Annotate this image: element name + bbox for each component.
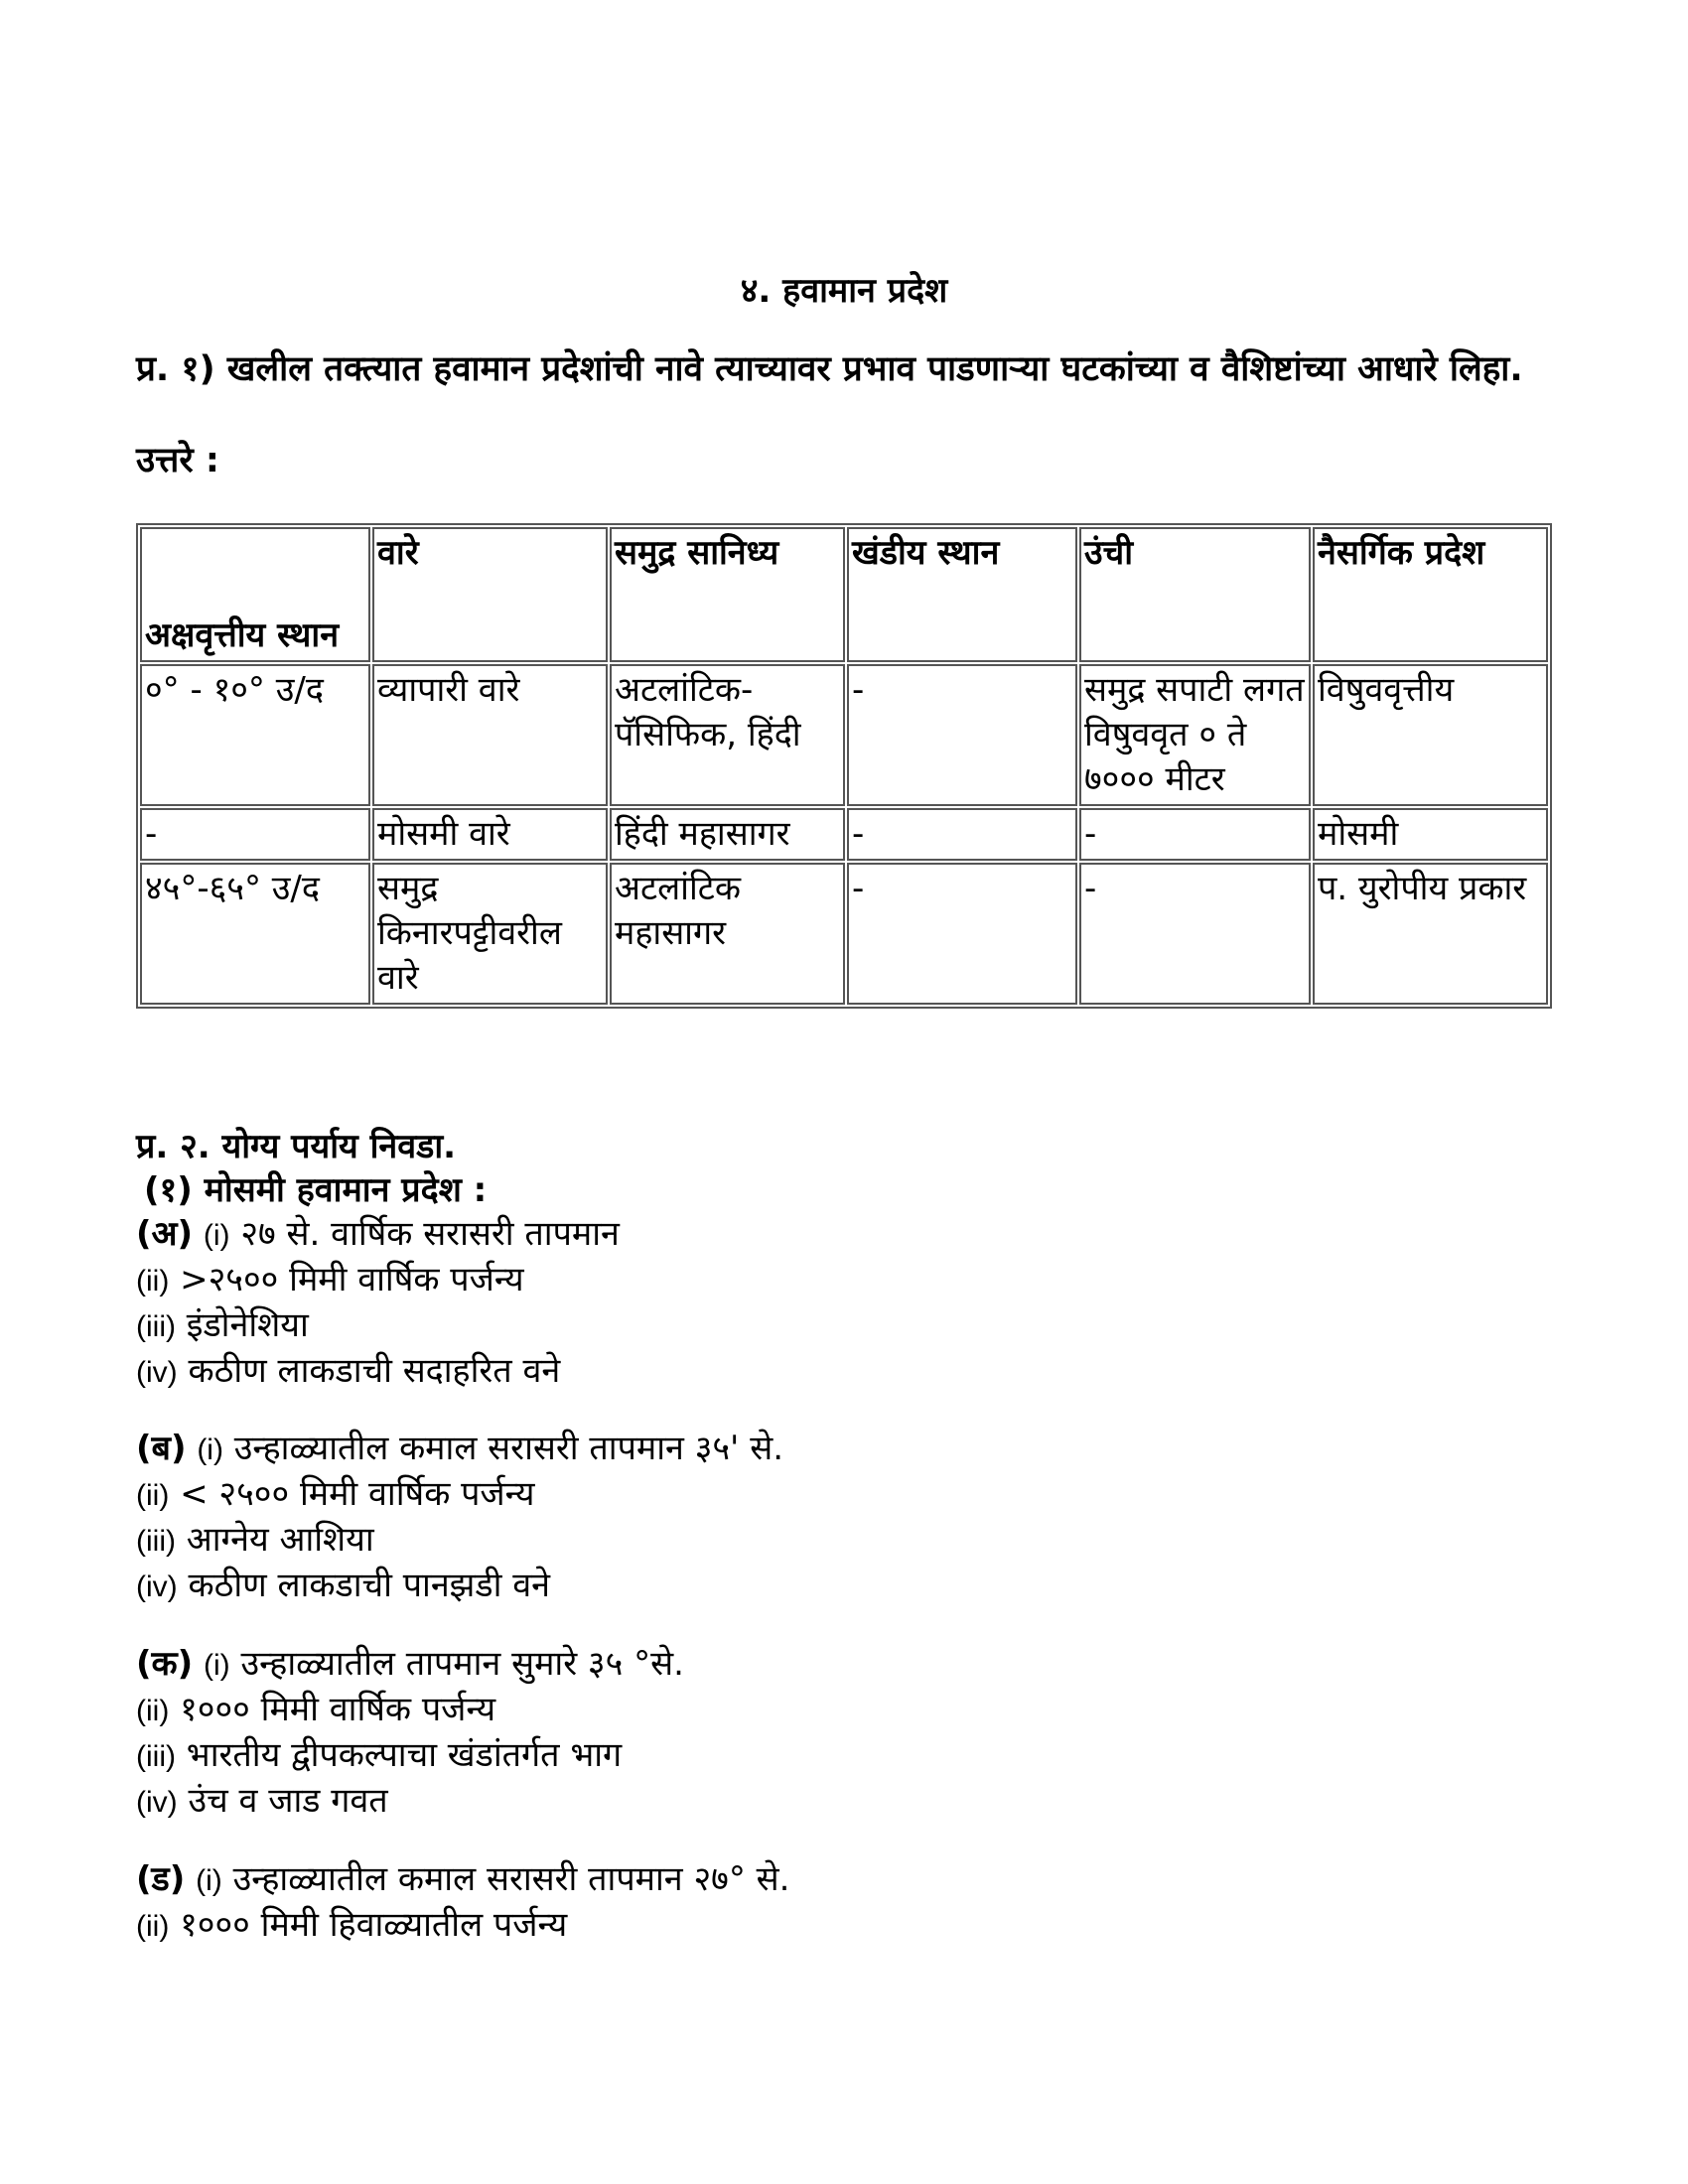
item-number: (ii) <box>136 1695 170 1727</box>
table-cell: प. युरोपीय प्रकार <box>1313 863 1548 1005</box>
table-cell: - <box>1079 863 1311 1005</box>
item-text: कठीण लाकडाची सदाहरित वने <box>188 1351 561 1391</box>
option-b <box>136 1427 1556 1609</box>
item-text: इंडोनेशिया <box>186 1305 309 1345</box>
item-text: १००० मिमी हिवाळ्यातील पर्जन्य <box>180 1905 568 1945</box>
option-letter: (अ) <box>136 1214 194 1254</box>
header-natural-region: नैसर्गिक प्रदेश <box>1313 527 1548 662</box>
table-cell: - <box>847 863 1077 1005</box>
item-number: (iv) <box>136 1786 178 1819</box>
header-latitude: अक्षवृत्तीय स्थान <box>140 527 370 662</box>
table-cell: विषुववृत्तीय <box>1313 664 1548 806</box>
option-d <box>136 1857 1556 1949</box>
option-line <box>136 1733 1556 1779</box>
item-number: (ii) <box>136 1910 170 1943</box>
option-line <box>136 1349 1556 1395</box>
item-text: < २५०० मिमी वार्षिक पर्जन्य <box>180 1474 535 1514</box>
header-winds: वारे <box>372 527 608 662</box>
table-row <box>140 863 1548 1005</box>
item-number: (ii) <box>136 1479 170 1512</box>
item-number: (iii) <box>136 1310 176 1343</box>
table-header-row <box>140 527 1548 662</box>
option-a <box>136 1212 1556 1395</box>
table-cell: - <box>847 808 1077 861</box>
item-number: (iv) <box>136 1356 178 1389</box>
item-text: भारतीय द्वीपकल्पाचा खंडांतर्गत भाग <box>186 1735 623 1775</box>
option-line <box>136 1518 1556 1564</box>
table-cell: अटलांटिक- पॅसिफिक, हिंदी <box>610 664 845 806</box>
table-cell: - <box>847 664 1077 806</box>
table-cell: - <box>1079 808 1311 861</box>
option-line <box>136 1472 1556 1518</box>
header-continental-location: खंडीय स्थान <box>847 527 1077 662</box>
item-text: २७ से. वार्षिक सरासरी तापमान <box>240 1214 620 1254</box>
question-1: प्र. १) खलील तक्त्यात हवामान प्रदेशांची नावे त्याच्यावर प्रभाव पाडणाऱ्या घटकांच्या व वैशिष्टांच्या आधारे लिहा. <box>136 349 1523 389</box>
item-number: (ii) <box>136 1265 170 1297</box>
option-line <box>136 1857 1556 1903</box>
table-cell: मोसमी वारे <box>372 808 608 861</box>
header-ocean-proximity: समुद्र सानिध्य <box>610 527 845 662</box>
item-text: उन्हाळ्यातील कमाल सरासरी तापमान २७° से. <box>232 1859 790 1899</box>
table-cell: - <box>140 808 370 861</box>
table-cell: ०° - १०° उ/द <box>140 664 370 806</box>
item-text: >२५०० मिमी वार्षिक पर्जन्य <box>180 1260 524 1299</box>
table-cell: मोसमी <box>1313 808 1548 861</box>
answer-label: उत्तरे : <box>136 441 219 480</box>
option-line <box>136 1427 1556 1472</box>
option-line <box>136 1303 1556 1349</box>
option-line <box>136 1688 1556 1733</box>
item-text: १००० मिमी वार्षिक पर्जन्य <box>180 1690 496 1729</box>
option-line <box>136 1564 1556 1609</box>
option-line <box>136 1258 1556 1303</box>
table-row <box>140 664 1548 806</box>
table-row <box>140 808 1548 861</box>
option-line <box>136 1779 1556 1825</box>
question-2-subheading: (१) मोसमी हवामान प्रदेश : <box>144 1170 488 1210</box>
item-text: कठीण लाकडाची पानझडी वने <box>188 1566 550 1605</box>
option-line <box>136 1903 1556 1949</box>
table-cell: ४५°-६५° उ/द <box>140 863 370 1005</box>
table-cell: समुद्र किनारपट्टीवरील वारे <box>372 863 608 1005</box>
item-text: आग्नेय आशिया <box>186 1520 374 1560</box>
table-cell: हिंदी महासागर <box>610 808 845 861</box>
option-letter: (ड) <box>136 1859 186 1899</box>
header-altitude: उंची <box>1079 527 1311 662</box>
item-number: (i) <box>203 1219 230 1252</box>
table-cell: अटलांटिक महासागर <box>610 863 845 1005</box>
table-cell: व्यापारी वारे <box>372 664 608 806</box>
item-number: (i) <box>197 1433 223 1466</box>
item-number: (i) <box>196 1864 222 1897</box>
question-2: प्र. २. योग्य पर्याय निवडा. <box>136 1127 457 1166</box>
option-letter: (ब) <box>136 1429 187 1468</box>
table-cell: समुद्र सपाटी लगत विषुववृत ० ते ७००० मीटर <box>1079 664 1311 806</box>
item-number: (iii) <box>136 1740 176 1773</box>
item-number: (iii) <box>136 1525 176 1558</box>
option-line <box>136 1642 1556 1688</box>
option-letter: (क) <box>136 1644 194 1684</box>
item-number: (i) <box>204 1649 230 1682</box>
climate-table <box>136 523 1552 1009</box>
chapter-title: ४. हवामान प्रदेश <box>740 271 948 311</box>
item-text: उन्हाळ्यातील तापमान सुमारे ३५ °से. <box>240 1644 684 1684</box>
item-text: उंच व जाड गवत <box>188 1781 388 1821</box>
item-number: (iv) <box>136 1570 178 1603</box>
option-c <box>136 1642 1556 1825</box>
item-text: उन्हाळ्यातील कमाल सरासरी तापमान ३५' से. <box>233 1429 783 1468</box>
option-line <box>136 1212 1556 1258</box>
